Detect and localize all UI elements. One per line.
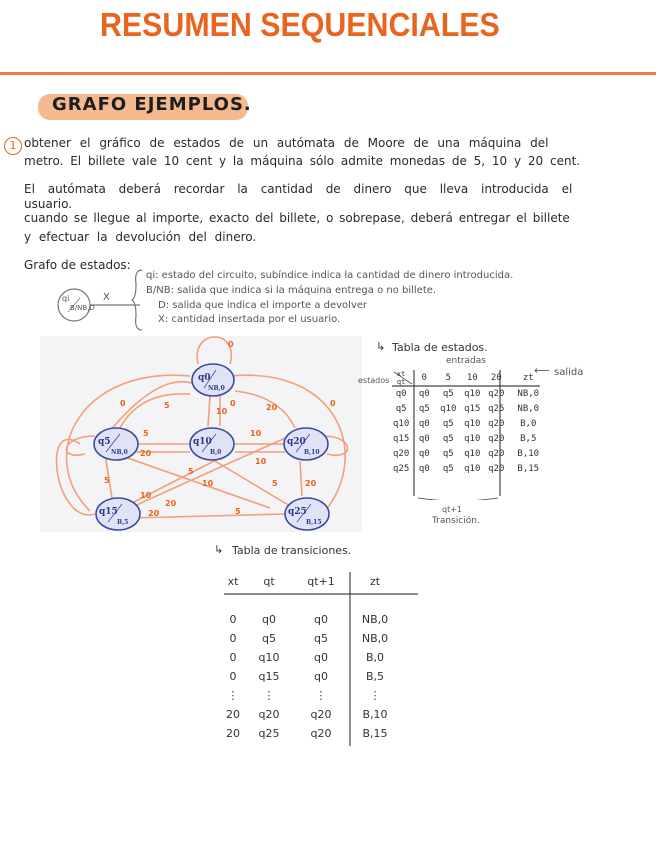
input-header: 5	[445, 373, 451, 383]
svg-text:B,10: B,10	[304, 449, 320, 456]
edge-label: 20	[140, 449, 152, 458]
table-row: q15 q0 q5 q10 q20 B,5	[393, 433, 537, 444]
transition-table-title: Tabla de transiciones.	[232, 544, 352, 557]
edge-label: 20	[148, 509, 160, 518]
legend-brace	[130, 268, 144, 332]
svg-text:q10: q10	[193, 437, 212, 447]
svg-text:NB,0: NB,0	[111, 449, 128, 456]
state-node-q20	[284, 428, 328, 460]
table-row: 0 q15 q0 B,5	[229, 670, 385, 683]
graph-label: Grafo de estados:	[24, 258, 131, 272]
paragraph-line-4: usuario.	[24, 197, 73, 211]
svg-text:q5: q5	[98, 437, 111, 447]
edge-label: 10	[250, 429, 262, 438]
paragraph-line-1: obtener el gráfico de estados de un autómata de Moore de una máquina del	[24, 136, 549, 150]
edge-label: 0	[330, 399, 336, 408]
table-row: 0 q10 q0 B,0	[229, 651, 385, 664]
page-title: RESUMEN SEQUENCIALES	[100, 6, 500, 43]
edge-label: 0	[230, 399, 236, 408]
legend-node-bottom: B/NB,D	[70, 304, 95, 312]
state-nodes	[94, 364, 329, 530]
edge-label: 10	[140, 491, 152, 500]
state-table-arrow-icon: ↳	[376, 340, 386, 353]
edge-label: 5	[235, 507, 241, 516]
transition-header: qt	[263, 575, 275, 588]
state-node-q10	[190, 428, 234, 460]
transition-table-arrow-icon: ↳	[214, 543, 224, 556]
edge-label: 0	[228, 340, 234, 349]
input-header: 10	[466, 373, 478, 383]
state-table-output-label: salida	[554, 367, 584, 378]
edge-label: 20	[266, 403, 278, 412]
svg-text:q25: q25	[288, 507, 307, 517]
legend-line-2: B/NB: salida que indica si la máquina entrega o no billete.	[146, 285, 437, 296]
transition-table	[218, 572, 398, 743]
state-table-footer-bottom: Transición.	[432, 516, 480, 526]
svg-text:B,15: B,15	[306, 519, 322, 526]
edge-label: 10	[255, 457, 267, 466]
legend-arrow-label: X	[103, 292, 110, 303]
table-row: q20 q0 q5 q10 q20 B,10	[393, 448, 540, 459]
svg-text:NB,0: NB,0	[208, 385, 225, 392]
section-heading: GRAFO EJEMPLOS.	[52, 94, 252, 115]
svg-text:q15: q15	[99, 507, 118, 517]
state-node-q25	[285, 498, 329, 530]
header-q: xt qt	[396, 370, 406, 386]
paragraph-line-6: y efectuar la devolución del dinero.	[24, 230, 257, 244]
state-node-q15	[96, 498, 140, 530]
transition-header: xt	[227, 575, 239, 588]
table-row: q0 q0 q5 q10 q20 NB,0	[395, 388, 540, 399]
legend-node-top: qi	[62, 294, 70, 303]
transition-header: qt+1	[307, 575, 335, 588]
edge-label: 5	[188, 467, 194, 476]
paragraph-line-2: metro. El billete vale 10 cent y la máquina sólo admite monedas de 5, 10 y 20 cent.	[24, 154, 581, 168]
table-row: q5 q5 q10 q15 q25 NB,0	[395, 403, 540, 414]
transition-header: zt	[369, 575, 381, 588]
edge-label: 20	[305, 479, 317, 488]
item-number-badge: 1	[4, 137, 22, 155]
edge-label: 5	[104, 476, 110, 485]
svg-text:B,5: B,5	[117, 519, 129, 526]
edge-label: 10	[202, 479, 214, 488]
state-table	[390, 370, 548, 476]
table-row: q25 q0 q5 q10 q20 B,15	[393, 463, 540, 474]
table-row: 20 q20 q20 B,10	[226, 708, 388, 721]
edge-label: 5	[143, 429, 149, 438]
table-row: 20 q25 q20 B,15	[226, 727, 388, 740]
state-table-title: Tabla de estados.	[392, 341, 488, 354]
edge-label: 10	[216, 407, 228, 416]
paragraph-line-3: El autómata deberá recordar la cantidad de dinero que lleva introducida el	[24, 182, 573, 196]
svg-text:B,0: B,0	[210, 449, 222, 456]
table-row: ⋮ ⋮ ⋮ ⋮	[227, 689, 381, 702]
paragraph-line-5: cuando se llegue al importe, exacto del billete, o sobrepase, deberá entregar el billete	[24, 211, 570, 225]
table-row: 0 q5 q5 NB,0	[229, 632, 389, 645]
table-row: q10 q0 q5 q10 q20 B,0	[393, 418, 537, 429]
edge-label: 20	[165, 499, 177, 508]
state-graph	[40, 336, 362, 532]
state-table-states-label: estados	[358, 376, 390, 385]
edge-label: 0	[120, 399, 126, 408]
svg-text:q20: q20	[287, 437, 306, 447]
state-table-footer-top: qt+1	[442, 505, 463, 514]
state-table-inputs-label: entradas	[446, 356, 486, 366]
state-node-q5	[94, 428, 138, 460]
table-row: 0 q0 q0 NB,0	[229, 613, 389, 626]
edge-label: 5	[164, 401, 170, 410]
input-header: 0	[421, 373, 427, 383]
state-node-q0	[192, 364, 234, 396]
title-underline	[0, 72, 656, 75]
output-arrow-icon: ⟵	[534, 364, 550, 377]
svg-text:q0: q0	[198, 373, 211, 383]
edge-label: 5	[272, 479, 278, 488]
legend-line-1: qi: estado del circuito, subíndice indica la cantidad de dinero introducida.	[146, 270, 514, 281]
legend-line-3: D: salida que indica el importe a devolver	[158, 300, 368, 311]
input-header: 20	[490, 373, 502, 383]
legend-line-4: X: cantidad insertada por el usuario.	[158, 314, 341, 325]
header-z: zt	[522, 373, 534, 383]
